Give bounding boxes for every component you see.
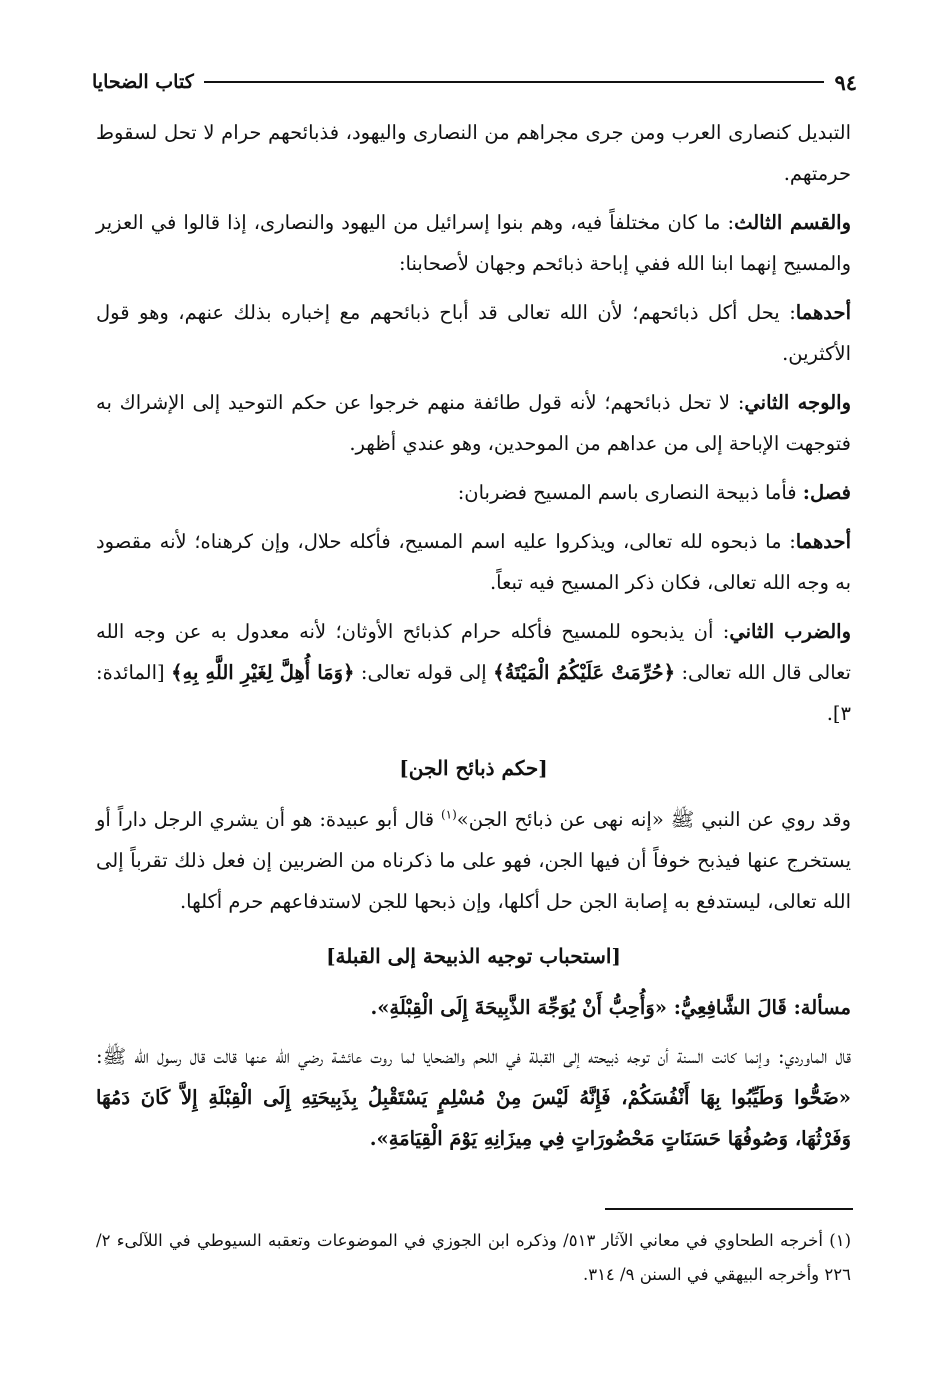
paragraph xyxy=(96,521,851,603)
book-title: كتاب الضحايا xyxy=(92,71,194,93)
paragraph-text: : أن يذبحوه للمسيح فأكله حرام كذبائح الأوثان؛ لأنه معدول به عن وجه الله تعالى قال الله تعالى: xyxy=(96,620,851,684)
paragraph xyxy=(96,1036,851,1159)
paragraph-text: : لا تحل ذبائحهم؛ لأنه قول طائفة منهم خرجوا عن حكم التوحيد إلى الإشراك به فتوجهت الإباحة إلى من عداهم من الموحدين، وهو عندي أظهر. xyxy=(96,391,851,455)
page-body xyxy=(96,112,851,1167)
paragraph-lead: أحدهما xyxy=(795,530,851,553)
paragraph-text: إلى قوله تعالى: xyxy=(354,661,494,684)
paragraph-lead: أحدهما xyxy=(795,301,851,324)
paragraph-lead: مسألة: xyxy=(793,996,851,1019)
paragraph-text: قال أبو عبيدة: هو أن يشري الرجل داراً أو يستخرج عنها فيذبح خوفاً أن فيها الجن، فهو على ما ذكرناه من الضربين إن فعل ذلك تقرباً إلى الله تعالى، ليستدفع به إصابة الجن حل أكلها، وإن ذبحها للجن لاستدفاعهم حرم أكلها. xyxy=(96,808,851,913)
paragraph-text: [المائدة: ٣]. xyxy=(96,661,851,725)
paragraph xyxy=(96,112,851,194)
page-header xyxy=(92,62,857,102)
paragraph-text: وقد روي عن النبي ﷺ «إنه نهى عن ذبائح الجن» xyxy=(456,808,851,831)
footnote: (١) أخرجه الطحاوي في معاني الآثار ٥١٣/ وذكره ابن الجوزي في الموضوعات وتعقبه السيوطي في اللآلىء ٢/ ٢٢٦ وأخرجه البيهقي في السنن ٩/ ٣١٤. xyxy=(96,1231,851,1284)
footnotes xyxy=(96,1224,851,1292)
quran-quote: ﴿حُرِّمَتْ عَلَيْكُمُ الْمَيْتَةُ﴾ xyxy=(493,661,676,684)
paragraph-text: قَالَ الشَّافِعِيُّ: «وَأُحِبُّ أَنْ يُوَجِّهَ الذَّبِيحَةَ إِلَى الْقِبْلَةِ». xyxy=(370,996,794,1019)
footnote-rule xyxy=(605,1208,853,1210)
section-heading: [استحباب توجيه الذبيحة إلى القبلة] xyxy=(326,944,621,968)
paragraph xyxy=(96,611,851,734)
paragraph-lead: والقسم الثالث xyxy=(734,211,852,234)
paragraph-text: التبديل كنصارى العرب ومن جرى مجراهم من النصارى واليهود، فذبائحهم حرام لا تحل لسقوط حرمتهم. xyxy=(96,121,851,185)
paragraph xyxy=(96,382,851,464)
paragraph xyxy=(96,292,851,374)
paragraph xyxy=(96,472,851,513)
section-heading: [حكم ذبائح الجن] xyxy=(399,756,548,780)
paragraph-text: : ما ذبحوه لله تعالى، ويذكروا عليه اسم المسيح، فأكله حلال، وإن كرهناه؛ لأنه مقصود به وجه الله تعالى، فكان ذكر المسيح فيه تبعاً. xyxy=(96,530,851,594)
paragraph-text: : ما كان مختلفاً فيه، وهم بنوا إسرائيل من اليهود والنصارى، إذا قالوا في العزير والمسيح إنهما ابنا الله ففي إباحة ذبائحم وجهان لأصحابنا: xyxy=(96,211,851,275)
paragraph-text: قال الماوردي: وإنما كانت السنة أن توجه ذبيحته إلى القبلة في اللحم والضحايا لما روت عائشة رضي الله عنها قالت قال رسول الله ﷺ: xyxy=(96,1045,851,1068)
paragraph-lead: والضرب الثاني xyxy=(729,620,851,643)
quran-quote: ﴿وَمَا أُهِلَّ لِغَيْرِ اللَّهِ بِهِ﴾ xyxy=(171,661,355,684)
paragraph xyxy=(96,799,851,922)
footnote-ref[interactable]: (١) xyxy=(440,807,457,822)
paragraph xyxy=(96,202,851,284)
paragraph xyxy=(96,987,851,1028)
page-number: ٩٤ xyxy=(834,69,857,95)
section-lead: فصل: xyxy=(802,481,851,504)
paragraph-lead: والوجه الثاني xyxy=(744,391,851,414)
paragraph-text: : يحل أكل ذبائحهم؛ لأن الله تعالى قد أباح ذبائحهم مع إخباره بذلك عنهم، وهو قول الأكثرين. xyxy=(96,301,851,365)
paragraph-text: فأما ذبيحة النصارى باسم المسيح فضربان: xyxy=(457,481,803,504)
header-rule xyxy=(204,81,825,83)
hadith-quote: «ضَحُّوا وَطَيِّبُوا بِهَا أَنْفُسَكُمْ، فَإِنَّهُ لَيْسَ مِنْ مُسْلِمٍ يَسْتَقْبِلُ بِذَبِيحَتِهِ إِلَى الْقِبْلَةِ إِلاَّ كَانَ دَمُهَا وَفَرْثُهَا، وَصُوفُهَا حَسَنَاتٍ مَحْضُورَاتٍ فِي مِيزَانِهِ يَوْمَ الْقِيَامَةِ». xyxy=(96,1086,851,1150)
